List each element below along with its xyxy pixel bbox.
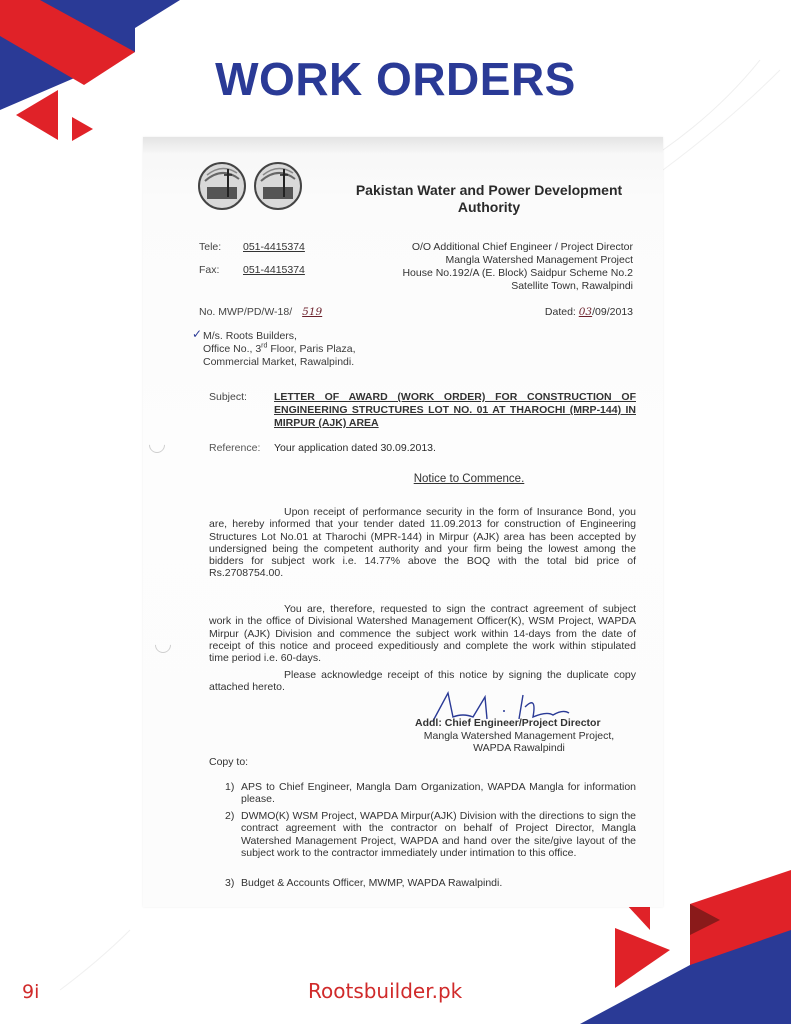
dated-day-handwritten: 03 — [578, 306, 593, 318]
notice-heading: Notice to Commence. — [413, 473, 525, 485]
reference-label: Reference: — [209, 442, 261, 454]
signer-line: Mangla Watershed Management Project, — [423, 729, 615, 742]
check-mark-icon: ✓ — [192, 327, 203, 341]
office-line: Satellite Town, Rawalpindi — [511, 280, 633, 292]
reference-number-label: No. MWP/PD/W-18/ — [199, 306, 293, 318]
signer-title: Addl: Chief Engineer/Project Director — [415, 717, 601, 729]
page-title: WORK ORDERS — [215, 53, 576, 105]
scan-shadow-band — [143, 137, 663, 153]
addressee-line: M/s. Roots Builders, — [203, 330, 297, 342]
fax-value: 051-4415374 — [243, 264, 305, 276]
copy-to-text: DWMO(K) WSM Project, WAPDA Mirpur(AJK) Division with the directions to sign the contract agreement with the contractor on behalf of Project Director, Mangla Watershed Management Project, WAPDA and hand over the site/give layout of the subject work to the contractor immediately under intimation to this office. — [241, 810, 636, 859]
addressee — [192, 327, 356, 369]
addressee-line2-start: Office No., 3 — [203, 343, 262, 355]
organization-name — [339, 182, 639, 216]
reference-number — [199, 306, 336, 319]
subject-label: Subject: — [209, 391, 247, 403]
addressee-line2-end: Floor, Paris Plaza, — [267, 343, 356, 355]
organization-name-line1: Pakistan Water and Power Development — [355, 182, 623, 198]
tele-label: Tele: — [199, 241, 222, 253]
fax-row — [199, 264, 305, 287]
copy-to-text: Budget & Accounts Officer, MWMP, WAPDA Rawalpindi. — [241, 877, 503, 889]
reference-text: Your application dated 30.09.2013. — [274, 442, 436, 454]
subject-text: LETTER OF AWARD (WORK ORDER) FOR CONSTRUCTION OF ENGINEERING STRUCTURES LOT NO. 01 AT THAROCHI (MRP-144) IN MIRPUR (AJK) AREA — [274, 391, 636, 429]
wapda-logos — [197, 161, 303, 211]
signer-line: WAPDA Rawalpindi — [473, 742, 565, 754]
tele-value: 051-4415374 — [243, 241, 305, 253]
copy-to-number: 3) — [225, 877, 235, 889]
letter-date — [545, 306, 633, 319]
subject-block — [209, 391, 636, 430]
punch-hole-icon — [146, 434, 169, 457]
ordinal-suffix: rd — [261, 342, 268, 350]
signer-block — [399, 717, 639, 755]
fax-label: Fax: — [199, 264, 220, 276]
copy-to-item — [225, 877, 636, 889]
reference-block — [209, 442, 436, 455]
copy-to-number: 1) — [225, 781, 235, 793]
body-paragraph-1: Upon receipt of performance security in the form of Insurance Bond, you are, hereby informed that your tender dated 11.09.2013 for construction of Engineering Structures Lot No.01 at Tharochi (MPR-144) in Mirpur (AJK) area has been accepted by undersigned being the competent authority and your firm being the lowest among the bidders for subject work i.e. 14.77% above the BOQ with the total bid price of Rs.2708754.00. — [209, 506, 636, 580]
office-line: Mangla Watershed Management Project — [445, 254, 633, 266]
office-address — [402, 241, 633, 293]
notice-heading-row — [143, 473, 663, 486]
copy-to-item — [225, 781, 636, 806]
copy-to-item — [225, 810, 636, 859]
dated-label: Dated: — [544, 306, 576, 318]
dated-rest: /09/2013 — [592, 306, 633, 318]
page-number: 9i — [22, 981, 40, 1003]
copy-to-label: Copy to: — [209, 756, 249, 768]
website-link[interactable]: Rootsbuilder.pk — [308, 979, 463, 1003]
wapda-logo-icon — [197, 161, 247, 211]
addressee-line: Commercial Market, Rawalpindi. — [203, 356, 355, 368]
body-paragraph-2: You are, therefore, requested to sign the contract agreement of subject work in the office of Divisional Watershed Management Officer(K), WSM Project, WAPDA Mirpur (AJK) Division and commence the subject work within 14-days from the date of receipt of this notice and proceed expeditiously and complete the work within stipulated time period i.e. 60-days. — [209, 603, 636, 665]
office-line: House No.192/A (E. Block) Saidpur Scheme No.2 — [402, 267, 633, 279]
body-paragraph-3: Please acknowledge receipt of this notice by signing the duplicate copy attached hereto. — [209, 669, 636, 694]
organization-name-line2: Authority — [457, 199, 521, 215]
contact-block — [199, 241, 305, 287]
wapda-logo-icon — [253, 161, 303, 211]
punch-hole-icon — [152, 634, 175, 657]
office-line: O/O Additional Chief Engineer / Project Director — [411, 241, 633, 253]
scanned-letter — [143, 137, 663, 907]
reference-number-handwritten: 519 — [302, 306, 323, 318]
copy-to-text: APS to Chief Engineer, Mangla Dam Organization, WAPDA Mangla for information please. — [241, 781, 636, 806]
tele-row — [199, 241, 305, 264]
copy-to-number: 2) — [225, 810, 235, 822]
addressee-line — [203, 343, 356, 356]
